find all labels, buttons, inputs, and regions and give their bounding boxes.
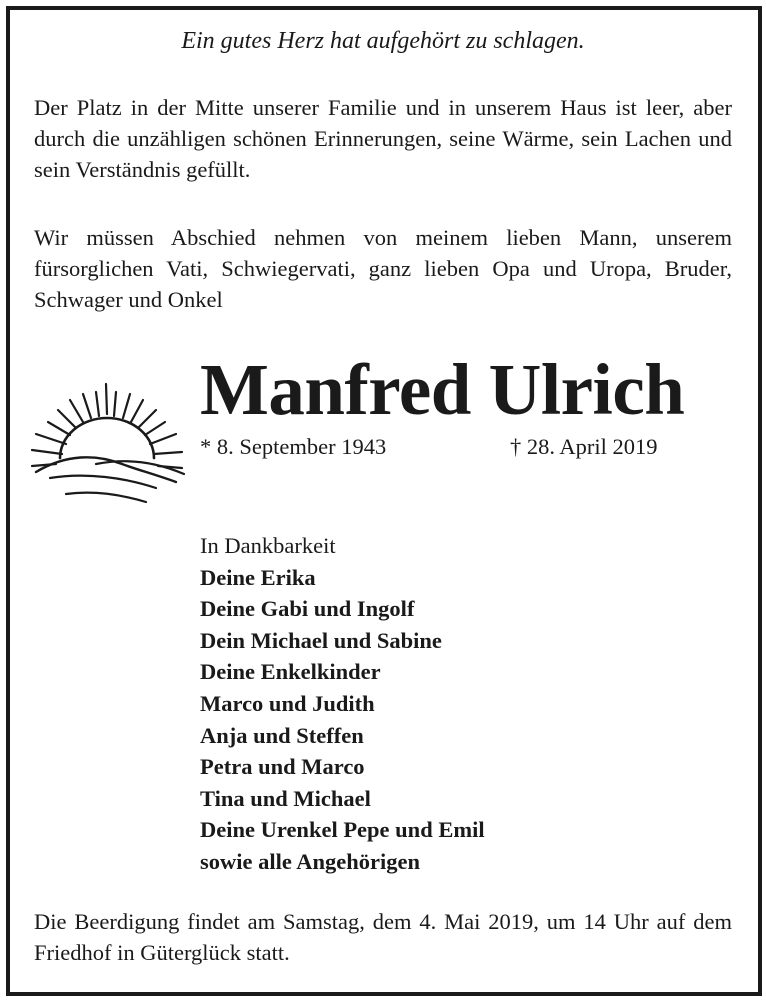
mourner-name: Anja und Steffen	[200, 722, 364, 748]
birth-date: * 8. September 1943	[200, 434, 387, 459]
mourner-name: Petra und Marco	[200, 754, 365, 780]
mourner-name: Tina und Michael	[200, 785, 371, 811]
farewell-paragraph: Wir müssen Abschied nehmen von meinem lieben Mann, unserem fürsorglichen Vati, Schwiegervati, ganz lieben Opa und Uropa, Bruder, Schwager und Onkel	[34, 225, 732, 312]
mourner-name: Deine Urenkel Pepe und Emil	[200, 817, 485, 843]
mourner-name: Marco und Judith	[200, 690, 375, 716]
mourner-name: Deine Erika	[200, 564, 316, 590]
mourner-name: Deine Gabi und Ingolf	[200, 596, 415, 622]
sunset-over-hills-icon	[26, 378, 188, 512]
deceased-name: Manfred Ulrich	[200, 349, 685, 430]
intro-paragraph: Der Platz in der Mitte unserer Familie und in unserem Haus ist leer, aber durch die unzähligen schönen Erinnerungen, seine Wärme, sein Lachen und sein Verständnis gefüllt.	[34, 95, 732, 182]
motto: Ein gutes Herz hat aufgehört zu schlagen.	[181, 28, 585, 54]
mourner-name: Dein Michael und Sabine	[200, 627, 442, 653]
funeral-notice: Die Beerdigung findet am Samstag, dem 4. Mai 2019, um 14 Uhr auf dem Friedhof in Güterglück statt.	[34, 909, 732, 965]
gratitude-intro: In Dankbarkeit	[200, 533, 336, 558]
mourner-name: sowie alle Angehörigen	[200, 848, 420, 874]
death-date: † 28. April 2019	[510, 434, 658, 459]
mourner-name: Deine Enkelkinder	[200, 659, 381, 685]
mourners-list	[200, 530, 485, 878]
